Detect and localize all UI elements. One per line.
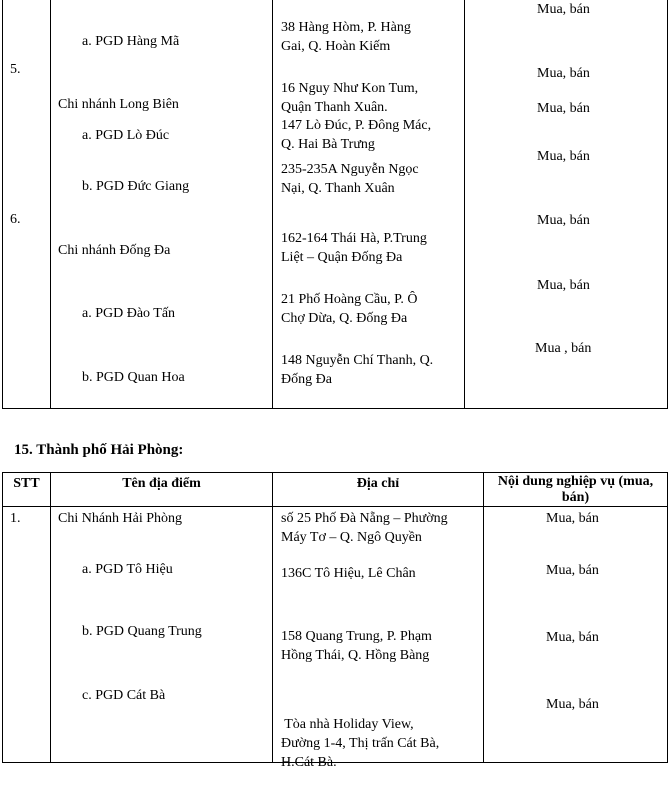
service-cell: Mua, bán	[546, 630, 599, 645]
address-cell: 147 Lò Đúc, P. Đông Mác, Q. Hai Bà Trưng	[281, 118, 432, 152]
list-item-name: b. PGD Quang Trung	[82, 624, 202, 639]
address-cell: 38 Hàng Hòm, P. Hàng Gai, Q. Hoàn Kiếm	[281, 20, 411, 54]
table-border	[2, 472, 668, 473]
address-cell: 162-164 Thái Hà, P.Trung Liệt – Quận Đống Đa	[281, 231, 427, 265]
table-border	[50, 0, 51, 409]
list-item-name: a. PGD Lò Đúc	[82, 128, 170, 143]
table-border	[464, 0, 465, 409]
header-name: Tên địa điểm	[122, 476, 201, 491]
list-item-name: b. PGD Quan Hoa	[82, 370, 185, 385]
address-cell: 148 Nguyễn Chí Thanh, Q. Đống Đa	[281, 353, 434, 387]
service-cell: Mua, bán	[546, 563, 599, 578]
service-cell: Mua, bán	[537, 278, 590, 293]
address-cell: 158 Quang Trung, P. Phạm Hồng Thái, Q. Hồng Bàng	[281, 629, 432, 663]
header-service: Nội dung nghiệp vụ (mua, bán)	[497, 474, 654, 505]
list-item-name: a. PGD Hàng Mã	[82, 34, 180, 49]
table-border	[50, 472, 51, 763]
address-cell: số 25 Phố Đà Nẵng – Phường Máy Tơ – Q. Ngô Quyền	[281, 511, 448, 545]
list-item-name: b. PGD Đức Giang	[82, 179, 190, 194]
row-number: 1.	[10, 511, 21, 526]
header-stt: STT	[13, 476, 40, 491]
table-border	[272, 472, 273, 763]
header-address: Địa chỉ	[356, 476, 400, 491]
section-heading: 15. Thành phố Hải Phòng:	[14, 442, 184, 458]
address-cell: 136C Tô Hiệu, Lê Chân	[281, 566, 416, 581]
row-number: 5.	[10, 62, 21, 77]
service-cell: Mua, bán	[546, 511, 599, 526]
service-cell: Mua, bán	[537, 213, 590, 228]
list-item-name: c. PGD Cát Bà	[82, 688, 166, 703]
table-border	[2, 506, 668, 507]
table-border	[2, 472, 3, 763]
address-cell: Tòa nhà Holiday View, Đường 1-4, Thị trấn Cát Bà, H.Cát Bà.	[281, 717, 440, 770]
table-border	[667, 472, 668, 763]
address-cell: 235-235A Nguyễn Ngọc Nại, Q. Thanh Xuân	[281, 162, 419, 196]
list-item-name: a. PGD Đào Tấn	[82, 306, 176, 321]
table-border	[667, 0, 668, 409]
service-cell: Mua, bán	[537, 149, 590, 164]
branch-name: Chi nhánh Long Biên	[58, 97, 179, 112]
service-cell: Mua, bán	[546, 697, 599, 712]
branch-name: Chi nhánh Đống Đa	[58, 243, 171, 258]
branch-name: Chi Nhánh Hải Phòng	[58, 511, 183, 526]
table-border	[2, 408, 668, 409]
table-border	[483, 472, 484, 763]
service-cell: Mua, bán	[537, 2, 590, 17]
list-item-name: a. PGD Tô Hiệu	[82, 562, 173, 577]
service-cell: Mua , bán	[535, 341, 592, 356]
service-cell: Mua, bán	[537, 66, 590, 81]
address-cell: 21 Phố Hoàng Cầu, P. Ô Chợ Dừa, Q. Đống Đa	[281, 292, 418, 326]
row-number: 6.	[10, 212, 21, 227]
table-border	[272, 0, 273, 409]
service-cell: Mua, bán	[537, 101, 590, 116]
address-cell: 16 Nguy Như Kon Tum, Quận Thanh Xuân.	[281, 81, 419, 115]
table-border	[2, 0, 3, 409]
